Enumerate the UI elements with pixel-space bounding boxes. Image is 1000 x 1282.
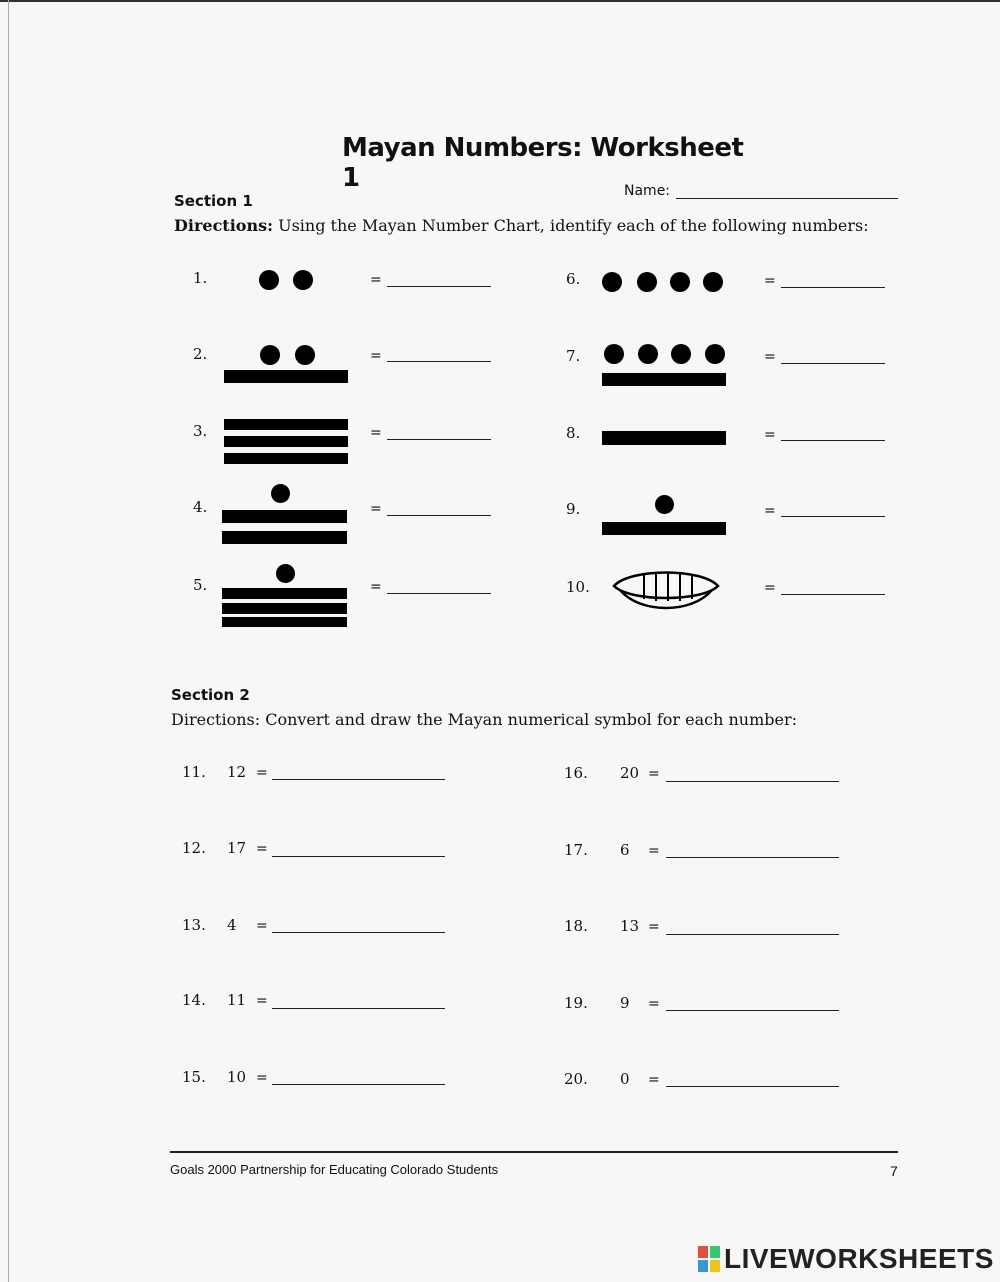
item-value: 9 xyxy=(620,994,630,1012)
mayan-dot xyxy=(637,272,657,292)
mayan-dot xyxy=(670,272,690,292)
section-1-directions xyxy=(174,216,869,235)
section-2-directions: Directions: Convert and draw the Mayan numerical symbol for each number: xyxy=(171,710,798,729)
name-field[interactable] xyxy=(676,198,898,199)
equals-sign: = xyxy=(256,993,268,1009)
mayan-dot xyxy=(260,345,280,365)
section-2-heading: Section 2 xyxy=(171,686,250,704)
mayan-dot xyxy=(293,270,313,290)
name-label: Name: xyxy=(624,183,671,199)
item-number: 15. xyxy=(182,1068,206,1086)
equals-sign: = xyxy=(648,766,660,782)
answer-line-3[interactable] xyxy=(387,439,491,440)
mayan-bar xyxy=(602,431,726,445)
item-number: 19. xyxy=(564,994,588,1012)
mayan-dot xyxy=(604,344,624,364)
answer-line-17[interactable] xyxy=(666,857,839,858)
liveworksheets-logo-icon xyxy=(698,1246,720,1272)
answer-line-10[interactable] xyxy=(781,594,885,595)
equals-sign: = xyxy=(256,765,268,781)
directions-text: Using the Mayan Number Chart, identify each of the following numbers: xyxy=(273,216,869,235)
item-number: 9. xyxy=(566,500,581,518)
item-value: 6 xyxy=(620,841,630,859)
answer-line-1[interactable] xyxy=(387,286,491,287)
mayan-dot xyxy=(276,564,295,583)
item-number: 18. xyxy=(564,917,588,935)
item-value: 10 xyxy=(227,1068,247,1086)
item-value: 11 xyxy=(227,991,247,1009)
item-number: 17. xyxy=(564,841,588,859)
equals-sign: = xyxy=(764,580,776,596)
equals-sign: = xyxy=(764,273,776,289)
item-number: 8. xyxy=(566,424,581,442)
answer-line-19[interactable] xyxy=(666,1010,839,1011)
mayan-bar xyxy=(224,453,348,464)
footer-text: Goals 2000 Partnership for Educating Colorado Students xyxy=(170,1162,499,1177)
page-title: Mayan Numbers: Worksheet 1 xyxy=(342,133,744,193)
equals-sign: = xyxy=(256,841,268,857)
answer-line-9[interactable] xyxy=(781,516,885,517)
equals-sign: = xyxy=(370,272,382,288)
item-number: 16. xyxy=(564,764,588,782)
item-number: 14. xyxy=(182,991,206,1009)
item-number: 3. xyxy=(193,422,208,440)
equals-sign: = xyxy=(764,503,776,519)
mayan-dot xyxy=(703,272,723,292)
footer-rule xyxy=(170,1151,898,1153)
mayan-dot xyxy=(638,344,658,364)
item-number: 10. xyxy=(566,578,590,596)
mayan-bar xyxy=(222,588,347,599)
mayan-bar xyxy=(222,603,347,614)
answer-line-11[interactable] xyxy=(272,779,445,780)
equals-sign: = xyxy=(648,996,660,1012)
answer-line-2[interactable] xyxy=(387,361,491,362)
item-value: 0 xyxy=(620,1070,630,1088)
page-number: 7 xyxy=(890,1163,898,1179)
equals-sign: = xyxy=(256,918,268,934)
item-number: 5. xyxy=(193,576,208,594)
answer-line-16[interactable] xyxy=(666,781,839,782)
mayan-dot xyxy=(259,270,279,290)
equals-sign: = xyxy=(764,427,776,443)
mayan-dot xyxy=(655,495,674,514)
mayan-dot xyxy=(671,344,691,364)
equals-sign: = xyxy=(370,425,382,441)
scan-edge-left xyxy=(8,0,9,1282)
item-value: 20 xyxy=(620,764,640,782)
mayan-bar xyxy=(222,617,347,627)
equals-sign: = xyxy=(370,579,382,595)
equals-sign: = xyxy=(370,501,382,517)
directions-bold: Directions: xyxy=(174,216,273,235)
mayan-bar xyxy=(224,370,348,383)
mayan-dot xyxy=(705,344,725,364)
answer-line-20[interactable] xyxy=(666,1086,839,1087)
equals-sign: = xyxy=(764,349,776,365)
mayan-dot xyxy=(271,484,290,503)
mayan-bar xyxy=(224,419,348,430)
answer-line-13[interactable] xyxy=(272,932,445,933)
equals-sign: = xyxy=(648,843,660,859)
mayan-dot xyxy=(602,272,622,292)
answer-line-14[interactable] xyxy=(272,1008,445,1009)
mayan-bar xyxy=(222,531,347,544)
answer-line-15[interactable] xyxy=(272,1084,445,1085)
item-value: 12 xyxy=(227,763,247,781)
scan-edge-top xyxy=(0,0,1000,2)
mayan-bar xyxy=(222,510,347,523)
equals-sign: = xyxy=(648,919,660,935)
item-number: 1. xyxy=(193,269,208,287)
answer-line-5[interactable] xyxy=(387,593,491,594)
equals-sign: = xyxy=(648,1072,660,1088)
answer-line-18[interactable] xyxy=(666,934,839,935)
liveworksheets-watermark: LIVEWORKSHEETS xyxy=(724,1243,994,1274)
mayan-bar xyxy=(224,436,348,447)
answer-line-12[interactable] xyxy=(272,856,445,857)
item-value: 13 xyxy=(620,917,640,935)
item-value: 4 xyxy=(227,916,237,934)
item-value: 17 xyxy=(227,839,247,857)
mayan-dot xyxy=(295,345,315,365)
item-number: 11. xyxy=(182,763,206,781)
answer-line-8[interactable] xyxy=(781,440,885,441)
item-number: 20. xyxy=(564,1070,588,1088)
equals-sign: = xyxy=(256,1070,268,1086)
item-number: 4. xyxy=(193,498,208,516)
item-number: 12. xyxy=(182,839,206,857)
item-number: 2. xyxy=(193,345,208,363)
item-number: 13. xyxy=(182,916,206,934)
equals-sign: = xyxy=(370,348,382,364)
answer-line-6[interactable] xyxy=(781,287,885,288)
mayan-bar xyxy=(602,373,726,386)
answer-line-7[interactable] xyxy=(781,363,885,364)
mayan-shell-zero-icon xyxy=(610,566,722,614)
item-number: 7. xyxy=(566,347,581,365)
section-1-heading: Section 1 xyxy=(174,192,253,210)
answer-line-4[interactable] xyxy=(387,515,491,516)
mayan-bar xyxy=(602,522,726,535)
item-number: 6. xyxy=(566,270,581,288)
